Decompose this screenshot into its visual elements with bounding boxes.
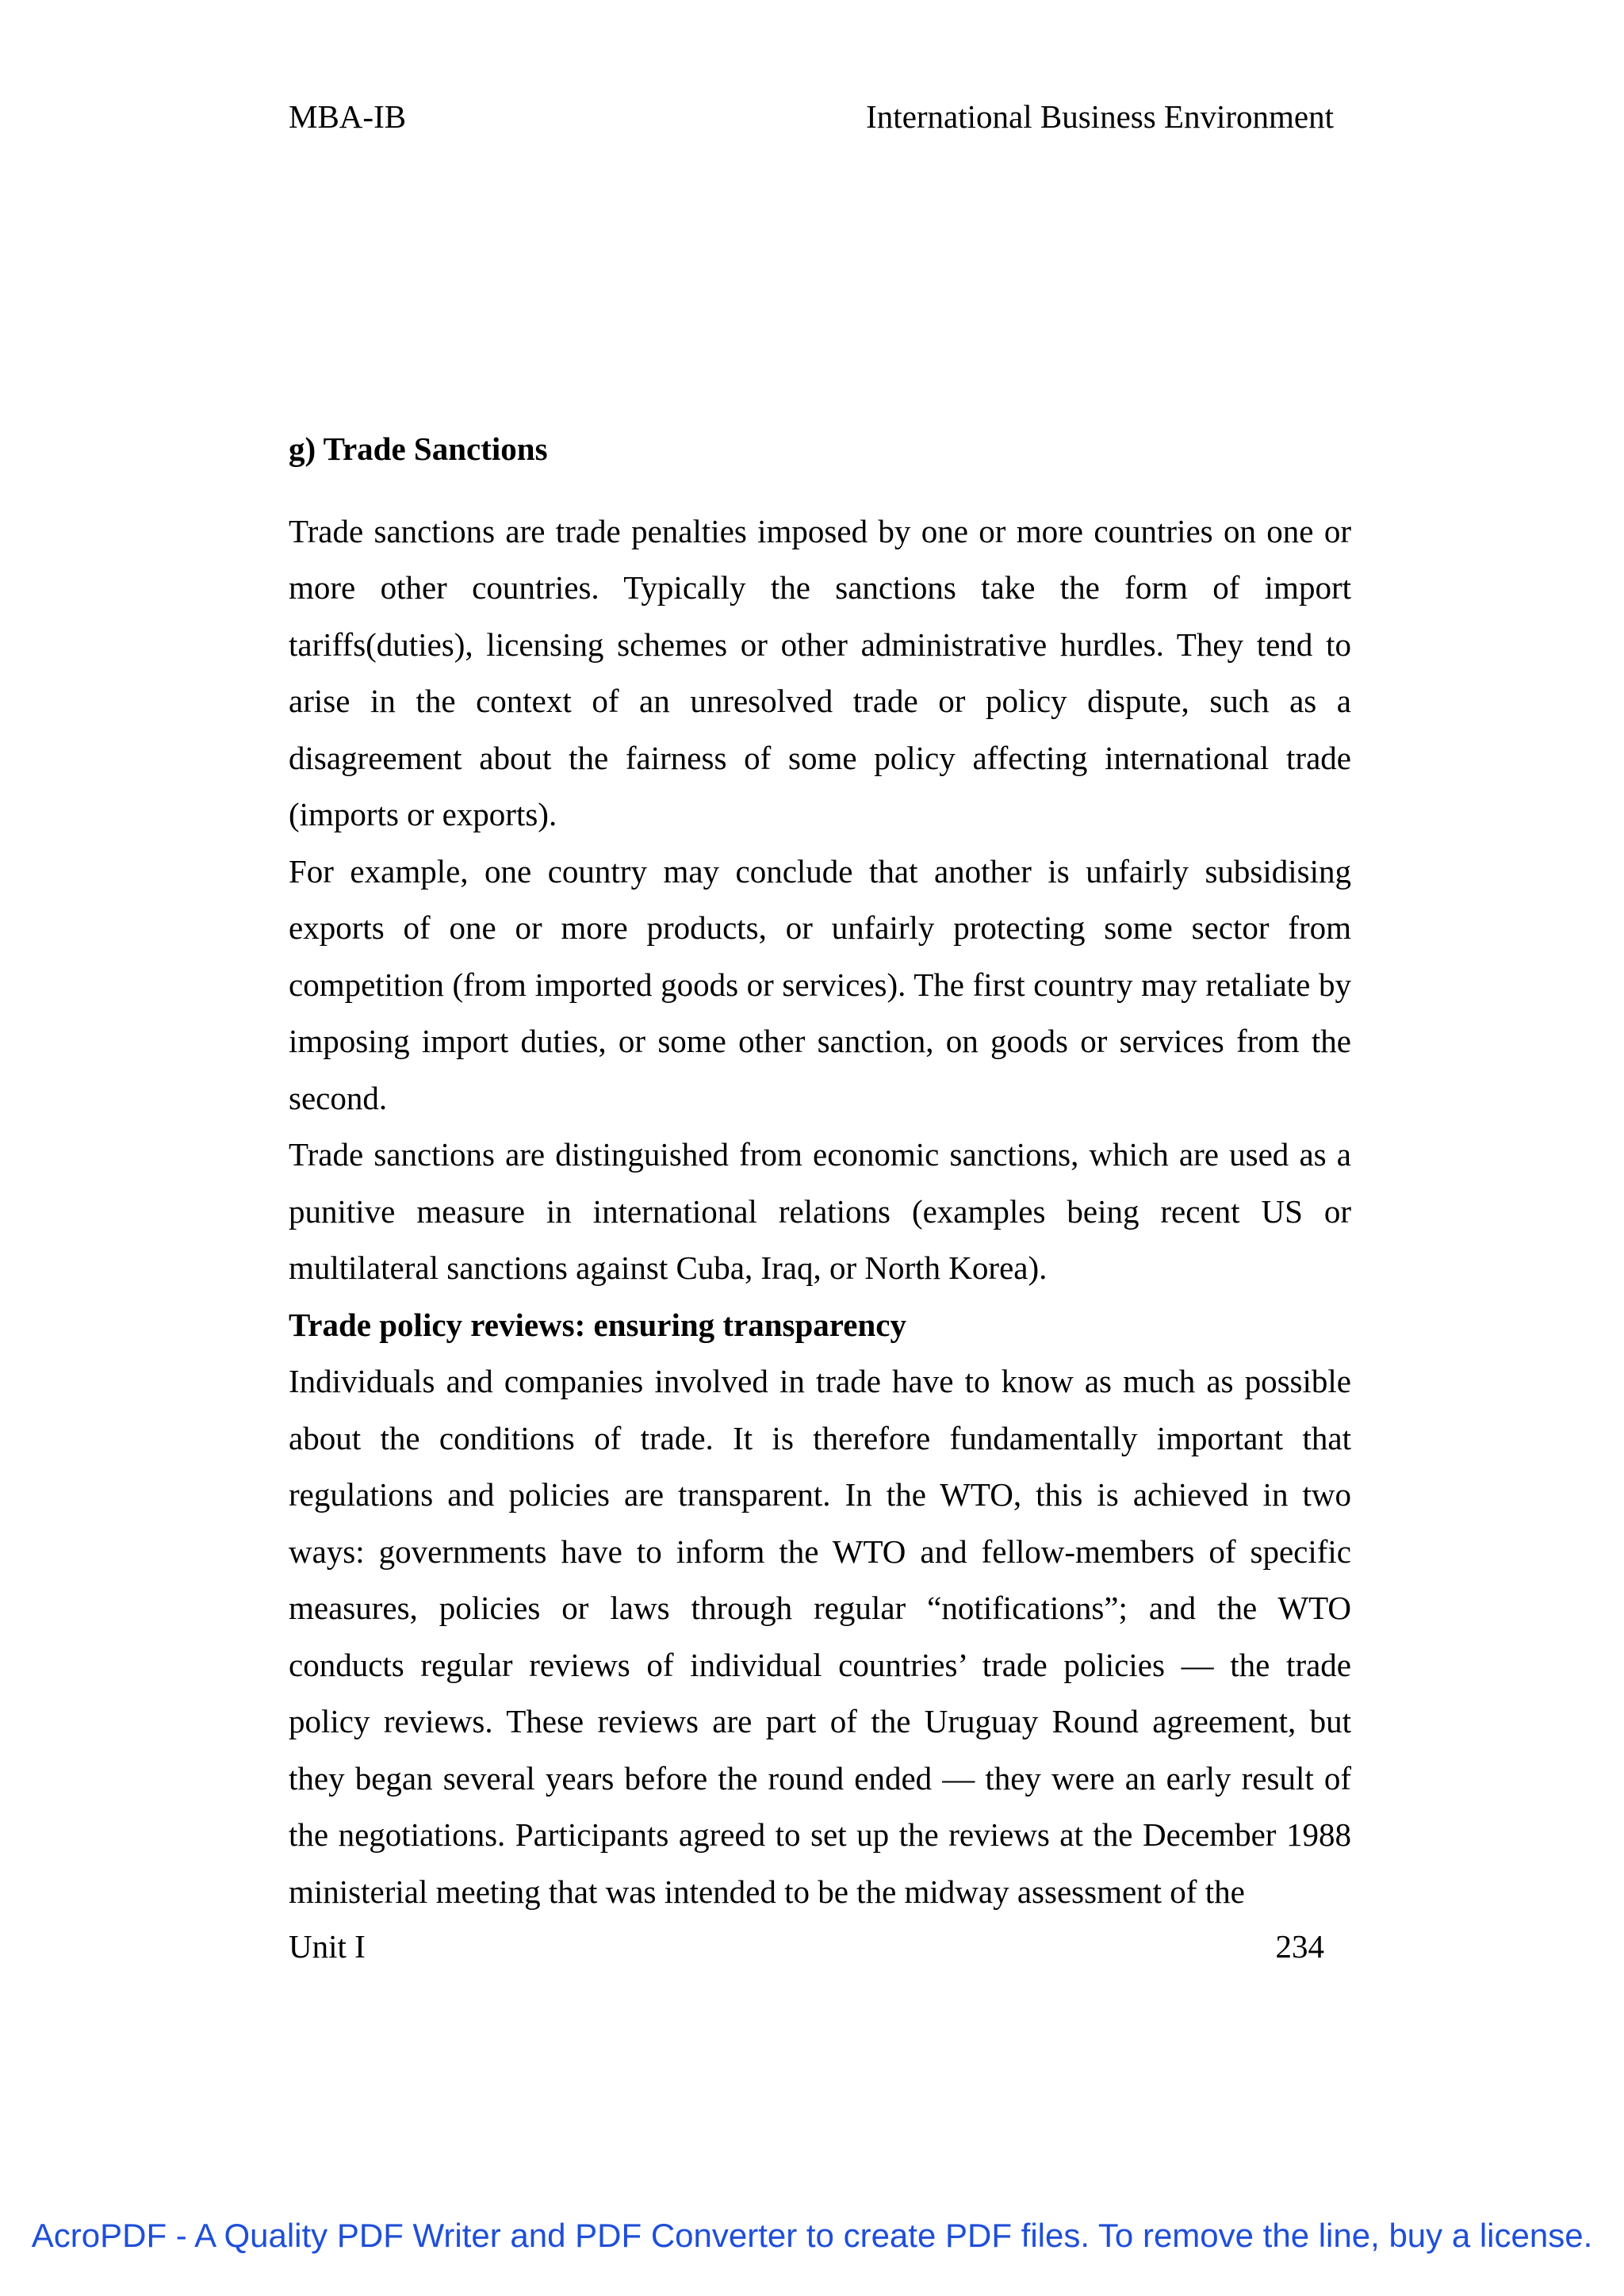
section-heading-trade-policy-reviews: Trade policy reviews: ensuring transparency [289,1306,906,1343]
paragraph-transparency: Individuals and companies involved in trade have to know as much as possible about the conditions of trade. It is therefore fundamentally important that regulations and policies are transparent. In the WTO, this is achieved in two ways: governments have to inform the WTO and fellow-members of specific measures, policies or laws through regular “notifications”; and the WTO conducts regular reviews of individual countries’ trade policies — the trade policy reviews. These reviews are part of the Uruguay Round agreement, but they began several years before the round ended — they were an early result of the negotiations. Participants agreed to set up the reviews at the December 1988 ministerial meeting that was intended to be the midway assessment of the [289,1363,1351,1910]
acropdf-watermark: AcroPDF - A Quality PDF Writer and PDF Converter to create PDF files. To remove the line, buy a license. [31,2217,1593,2254]
paragraph-sanctions-example: For example, one country may conclude that another is unfairly subsidising exports of one or more products, or unfairly protecting some sector from competition (from imported goods or services). The first country may retaliate by imposing import duties, or some other sanction, on goods or services from the second. [289,852,1351,1116]
paragraph-economic-sanctions: Trade sanctions are distinguished from economic sanctions, which are used as a punitive measure in international relations (examples being recent US or multilateral sanctions against Cuba, Iraq, or North Korea). [289,1136,1351,1286]
header-course-code: MBA-IB [289,98,407,135]
page-number: 234 [1275,1928,1324,1965]
page-body [289,421,1351,1920]
paragraph-trade-sanctions-definition: Trade sanctions are trade penalties imposed by one or more countries on one or more other countries. Typically the sanctions take the form of import tariffs(duties), licensing schemes or other administrative hurdles. They tend to arise in the context of an unresolved trade or policy dispute, such as a disagreement about the fairness of some policy affecting international trade (imports or exports). [289,512,1351,832]
footer-unit-label: Unit I [289,1928,366,1965]
header-subject-title: International Business Environment [866,98,1334,135]
section-heading-trade-sanctions: g) Trade Sanctions [289,430,548,467]
